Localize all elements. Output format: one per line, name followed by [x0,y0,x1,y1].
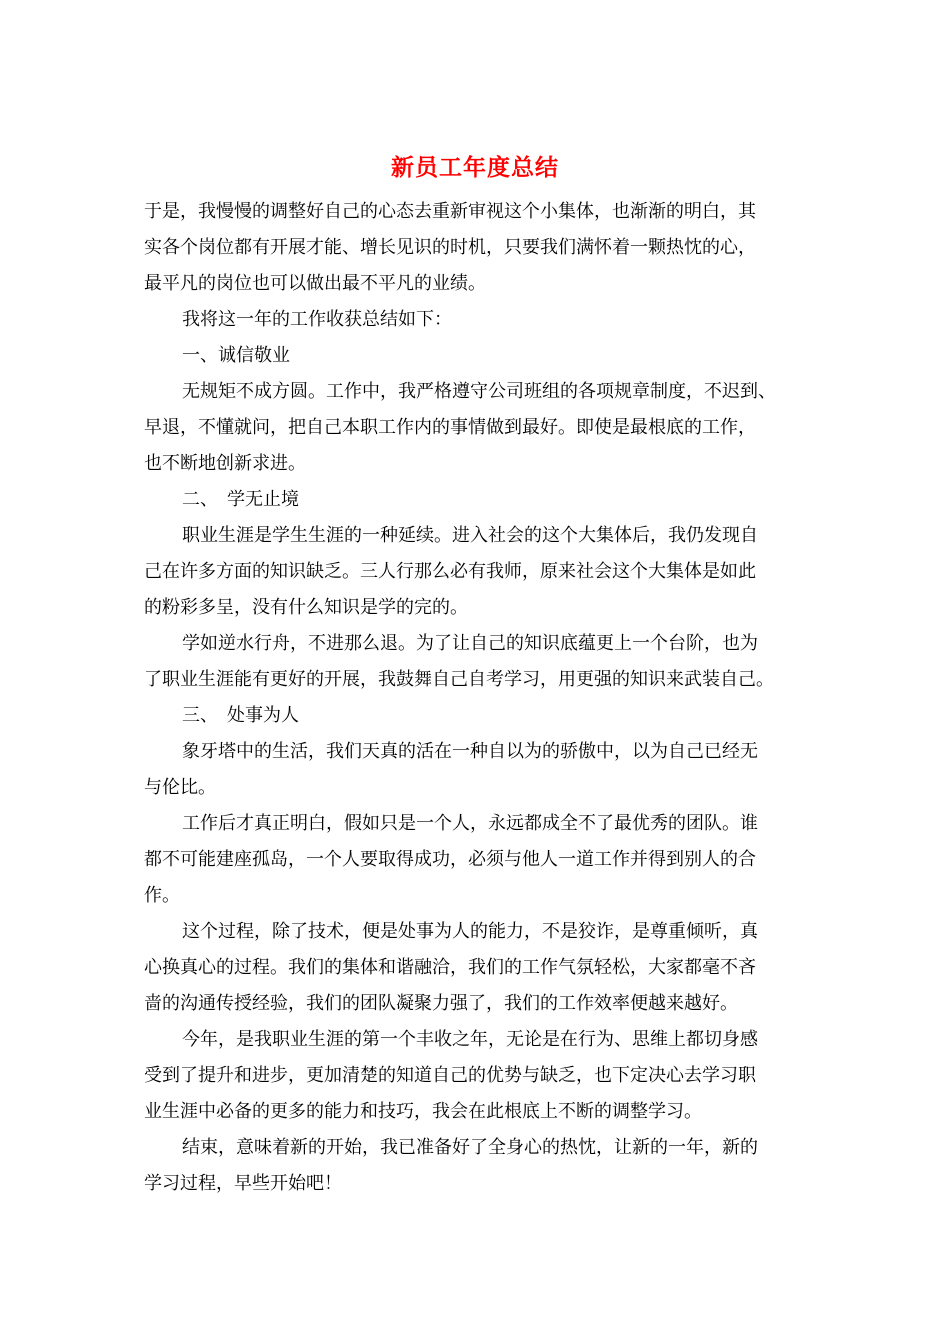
paragraph-line: 职业生涯是学生生涯的一种延续。进入社会的这个大集体后，我仍发现自 [182,525,758,546]
paragraph-line: 二、 学无止境 [182,489,299,510]
paragraph-line: 了职业生涯能有更好的开展，我鼓舞自己自考学习，用更强的知识来武装自己。 [144,669,774,690]
paragraph-line: 我将这一年的工作收获总结如下： [182,309,452,330]
paragraph [144,194,812,302]
paragraph-line: 也不断地创新求进。 [144,453,306,474]
paragraph-line: 工作后才真正明白，假如只是一个人，永远都成全不了最优秀的团队。谁 [182,813,758,834]
paragraph-line: 都不可能建座孤岛，一个人要取得成功，必须与他人一道工作并得到别人的合 [144,849,756,870]
paragraph [144,806,812,914]
paragraph [144,1130,812,1202]
paragraph-line: 业生涯中必备的更多的能力和技巧，我会在此根底上不断的调整学习。 [144,1101,702,1122]
paragraph-line: 于是，我慢慢的调整好自己的心态去重新审视这个小集体，也渐渐的明白，其 [144,201,756,222]
paragraph-line: 作。 [144,885,180,906]
paragraph-line: 学如逆水行舟，不进那么退。为了让自己的知识底蕴更上一个台阶，也为 [182,633,758,654]
paragraph-line: 学习过程，早些开始吧！ [144,1173,342,1194]
paragraph [144,1022,812,1130]
paragraph-line: 一、诚信敬业 [182,345,290,366]
paragraph [144,338,812,374]
paragraph [144,374,812,482]
paragraph [144,482,812,518]
paragraph [144,626,812,698]
paragraph [144,914,812,1022]
paragraph-line: 实各个岗位都有开展才能、增长见识的时机，只要我们满怀着一颗热忱的心， [144,237,756,258]
paragraph [144,698,812,734]
paragraph-line: 早退，不懂就问，把自己本职工作内的事情做到最好。即使是最根底的工作， [144,417,756,438]
paragraph-line: 无规矩不成方圆。工作中，我严格遵守公司班组的各项规章制度，不迟到、 [182,381,776,402]
paragraph-line: 啬的沟通传授经验，我们的团队凝聚力强了，我们的工作效率便越来越好。 [144,993,738,1014]
paragraph-line: 今年，是我职业生涯的第一个丰收之年，无论是在行为、思维上都切身感 [182,1029,758,1050]
paragraph-line: 受到了提升和进步，更加清楚的知道自己的优势与缺乏，也下定决心去学习职 [144,1065,756,1086]
paragraph-line: 最平凡的岗位也可以做出最不平凡的业绩。 [144,273,486,294]
paragraph-line: 三、 处事为人 [182,705,299,726]
document-title: 新员工年度总结 [391,154,559,181]
paragraph [144,734,812,806]
paragraph [144,302,812,338]
paragraph [144,518,812,626]
paragraph-line: 象牙塔中的生活，我们天真的活在一种自以为的骄傲中，以为自己已经无 [182,741,758,762]
paragraph-line: 结束，意味着新的开始，我已准备好了全身心的热忱，让新的一年，新的 [182,1137,758,1158]
paragraph-line: 与伦比。 [144,777,216,798]
paragraph-line: 这个过程，除了技术，便是处事为人的能力，不是狡诈，是尊重倾听，真 [182,921,758,942]
paragraph-line: 的粉彩多呈，没有什么知识是学的完的。 [144,597,468,618]
paragraph-line: 己在许多方面的知识缺乏。三人行那么必有我师，原来社会这个大集体是如此 [144,561,756,582]
document-body [144,194,812,1202]
paragraph-line: 心换真心的过程。我们的集体和谐融洽，我们的工作气氛轻松，大家都毫不吝 [144,957,756,978]
